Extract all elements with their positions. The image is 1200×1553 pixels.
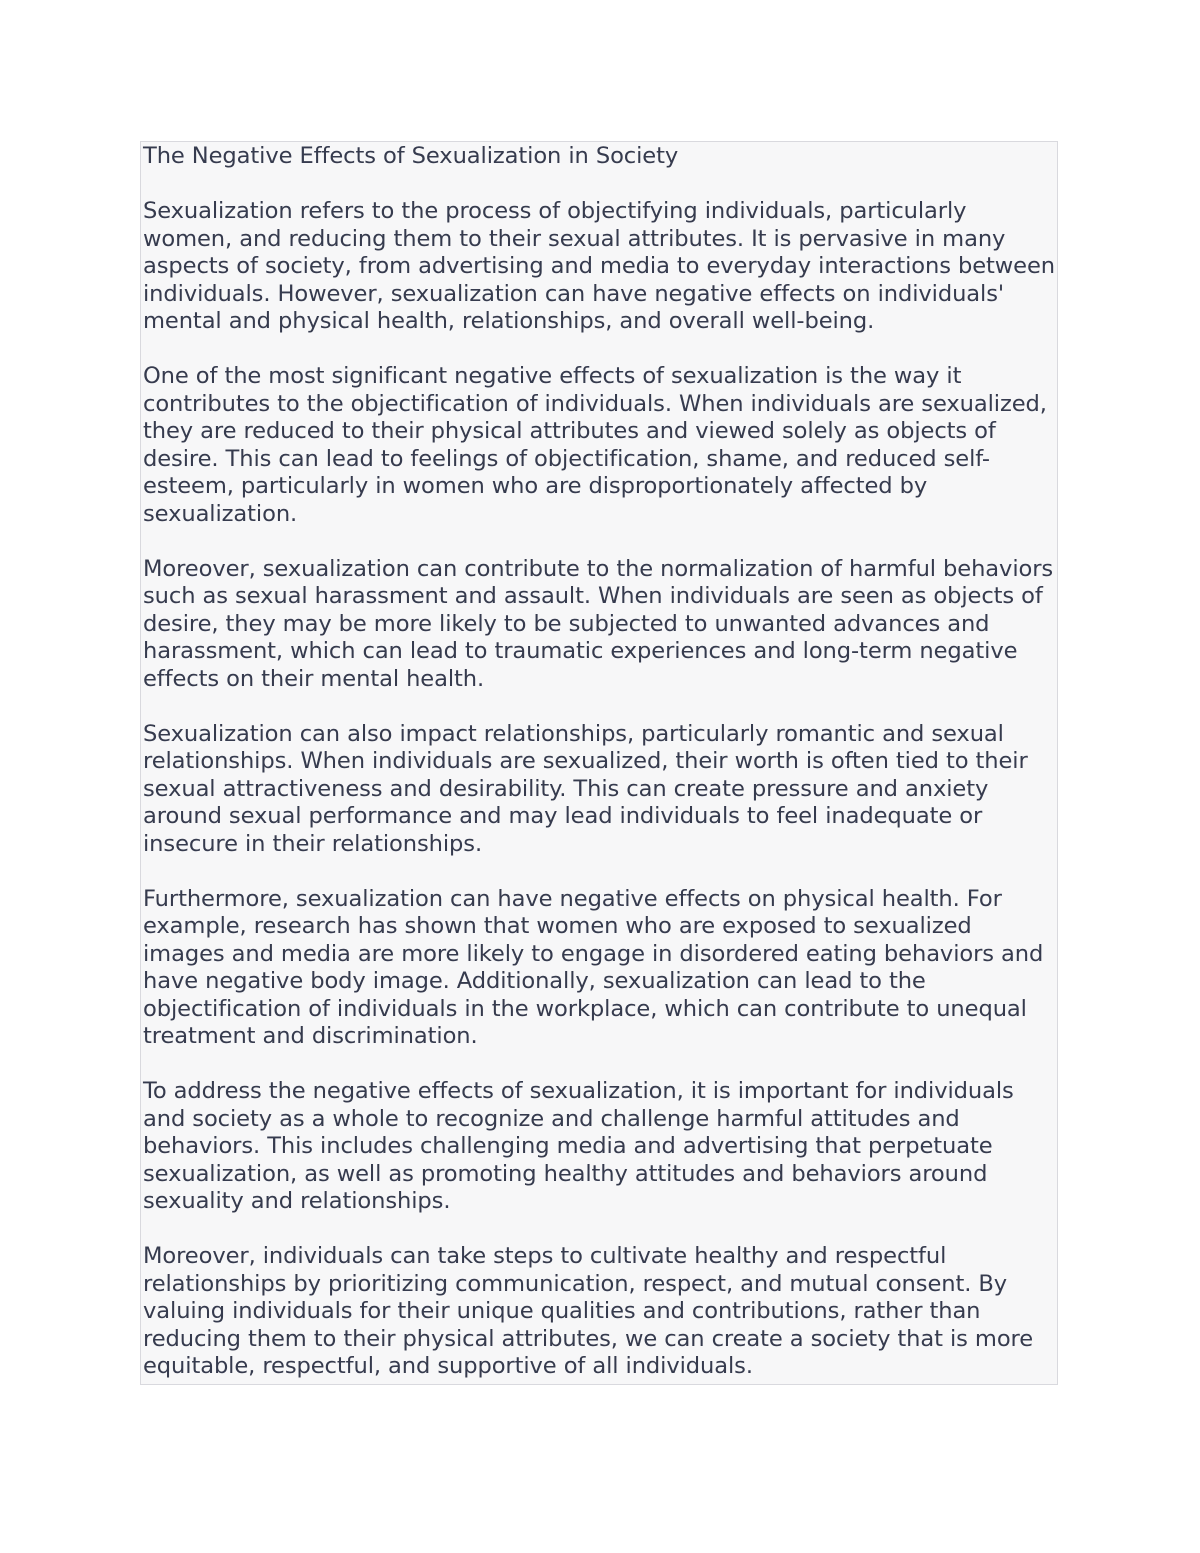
paragraph-spacer — [143, 528, 1057, 556]
paragraph-relationships: Sexualization can also impact relationships, particularly romantic and sexual relationships. When individuals are sexualized, their worth is often tied to their sexual attractiveness and desirability. This can create pressure and anxiety around sexual performance and may lead individuals to feel inadequate or insecure in their relationships. — [143, 720, 1028, 857]
paragraph-spacer — [143, 171, 1057, 199]
paragraph-addressing-effects: To address the negative effects of sexualization, it is important for individuals and society as a whole to recognize and challenge harmful attitudes and behaviors. This includes challenging media and advertising that perpetuate sexualization, as well as promoting healthy attitudes and behaviors around sexuality and relationships. — [143, 1078, 1014, 1214]
paragraph-spacer — [143, 336, 1057, 364]
paragraph-objectification: One of the most significant negative effects of sexualization is the way it contributes to the objectification of individuals. When individuals are sexualized, they are reduced to their physical attributes and viewed solely as objects of desire. This can lead to feelings of objectification, shame, and reduced self-esteem, particularly in women who are disproportionately affected by sexualization. — [143, 363, 1047, 527]
paragraph-spacer — [143, 1216, 1057, 1244]
paragraph-harmful-behaviors: Moreover, sexualization can contribute to the normalization of harmful behaviors such as sexual harassment and assault. When individuals are seen as objects of desire, they may be more likely to be subjected to unwanted advances and harassment, which can lead to traumatic experiences and long-term negative effects on their mental health. — [143, 555, 1054, 692]
paragraph-spacer — [143, 858, 1057, 886]
paragraph-conclusion: Moreover, individuals can take steps to cultivate healthy and respectful relationships by prioritizing communication, respect, and mutual consent. By valuing individuals for their unique qualities and contributions, rather than reducing them to their physical attributes, we can create a society that is more equitable, respectful, and supportive of all individuals. — [143, 1243, 1034, 1379]
paragraph-introduction: Sexualization refers to the process of objectifying individuals, particularly women, and reducing them to their sexual attributes. It is pervasive in many aspects of society, from advertising and media to everyday interactions between individuals. However, sexualization can have negative effects on individuals' mental and physical health, relationships, and overall well-being. — [143, 198, 1056, 334]
paragraph-spacer — [143, 693, 1057, 721]
paragraph-spacer — [143, 1051, 1057, 1079]
essay-text-box — [140, 141, 1058, 1385]
document-title: The Negative Effects of Sexualization in Society — [143, 143, 679, 169]
paragraph-physical-health: Furthermore, sexualization can have negative effects on physical health. For example, research has shown that women who are exposed to sexualized images and media are more likely to engage in disordered eating behaviors and have negative body image. Additionally, sexualization can lead to the objectification of individuals in the workplace, which can contribute to unequal treatment and discrimination. — [143, 885, 1044, 1049]
